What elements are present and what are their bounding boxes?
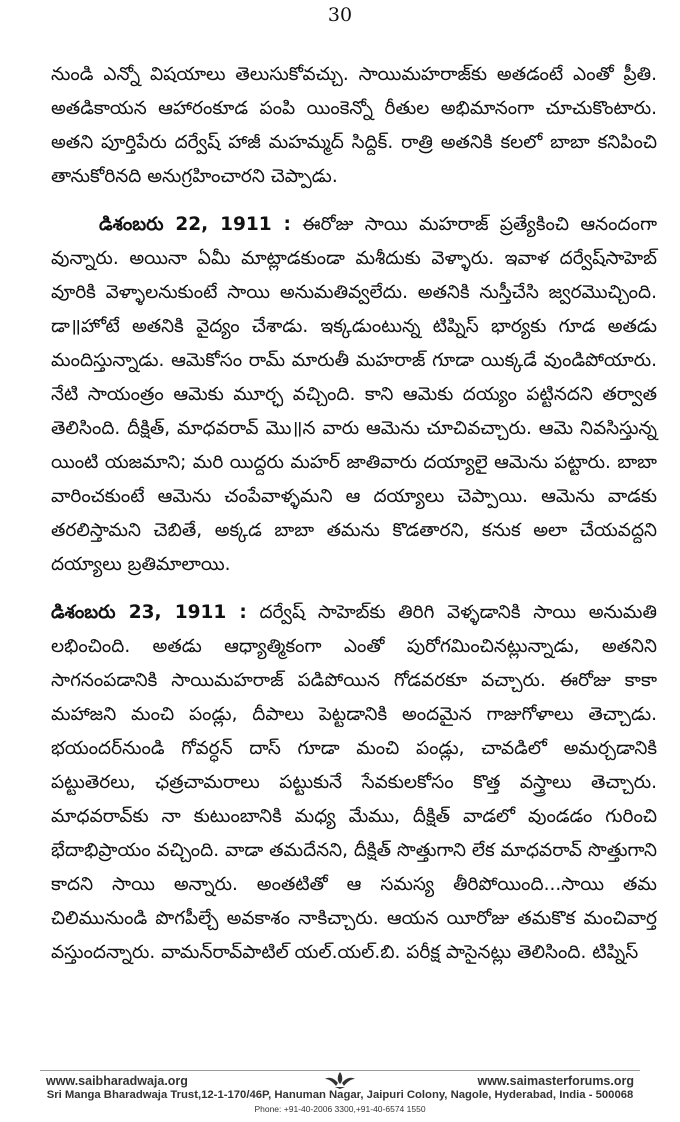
paragraph-text: దర్వేష్ సాహెబ్‌కు తిరిగి వెళ్ళడానికి సాయి అనుమతి లభించింది. అతడు ఆధ్యాత్మికంగా ఎంతో పురోగమించినట్లున్నాడు, అతనిని సాగనంపడానికి సాయిమహరాజ్ పడిపోయిన గోడవరకూ వచ్చారు. ఈరోజు కాకా మహాజని మంచి పండ్లు, దీపాలు పెట్టడానికి అందమైన గాజుగోళాలు తెచ్చాడు. భయందర్‌నుండి గోవర్ధన్ దాస్ గూడా మంచి పండ్లు, చావడిలో అమర్చడానికి పట్టుతెరలు, ఛత్రచామరాలు పట్టుకునే సేవకులకోసం కొత్త వస్త్రాలు తెచ్చారు. మాధవరావ్‌కు నా కుటుంబానికి మధ్య మేము, దీక్షిత్ వాడలో వుండడం గురించి భేదాభిప్రాయం వచ్చింది. వాడా తమదేనని, దీక్షిత్ సొత్తుగాని లేక మాధవరావ్ సొత్తుగాని కాదని సాయి అన్నారు. అంతటితో ఆ సమస్య తీరిపోయింది...సాయి తమ చిలిమునుండి పొగపీల్చే అవకాశం నాకిచ్చారు. ఆయన యీరోజు తమకొక మంచివార్త వస్తుందన్నారు. వామన్‌రావ్‌పాటిల్ యల్.యల్.బి. పరీక్ష పాసైనట్లు తెలిసింది. టిప్నిస్ [51,602,657,963]
paragraph-1 [51,58,657,194]
paragraph-text: నుండి ఎన్నో విషయాలు తెలుసుకోవచ్చు. సాయిమహరాజ్‌కు అతడంటే ఎంతో ప్రీతి. అతడికాయన ఆహారంకూడ పంపి యింకెన్నో రీతుల అభిమానంగా చూచుకొంటారు. అతని పూర్తిపేరు దర్వేష్ హాజీ మహమ్మద్ సిద్దిక్. రాత్రి అతనికి కలలో బాబా కనిపించి తానుకోరినది అనుగ్రహించారని చెప్పాడు. [51,64,657,187]
paragraph-3 [51,596,657,970]
website-link-right[interactable]: www.saimasterforums.org [477,1074,634,1088]
date-heading: డిశంబరు 22, 1911 : [99,214,291,235]
lotus-ornament-icon [324,1070,356,1090]
page-footer [0,1070,680,1122]
trust-address: Sri Manga Bharadwaja Trust,12-1-170/46P, Hanuman Nagar, Jaipuri Colony, Nagole, Hyderabad, India - 500068 [46,1089,634,1101]
date-heading: డిశంబరు 23, 1911 : [51,602,247,623]
paragraph-2 [51,208,657,582]
paragraph-text: ఈరోజు సాయి మహరాజ్ ప్రత్యేకించి ఆనందంగా వున్నారు. అయినా ఏమీ మాట్లాడకుండా మశీదుకు వెళ్ళారు. ఇవాళ దర్వేష్‌సాహెబ్ వూరికి వెళ్ళాలనుకుంటే సాయి అనుమతివ్వలేదు. అతనికి నుస్తీచేసి జ్వరమొచ్చింది. డా॥హోటే అతనికి వైద్యం చేశాడు. ఇక్కడుంటున్న టిప్నిస్ భార్యకు గూడ అతడు మందిస్తున్నాడు. ఆమెకోసం రామ్ మారుతీ మహరాజ్ గూడా యిక్కడే వుండిపోయారు. నేటి సాయంత్రం ఆమెకు మూర్ఛ వచ్చింది. కాని ఆమెకు దయ్యం పట్టినదని తర్వాత తెలిసింది. దీక్షిత్, మాధవరావ్ మొ॥న వారు ఆమెను చూచివచ్చారు. ఆమె నివసిస్తున్న యింటి యజమాని; మరి యిద్దరు మహర్ జాతివారు దయ్యాలై ఆమెను పట్టారు. బాబా వారించకుంటే ఆమెను చంపేవాళ్ళమని ఆ దయ్యాలు చెప్పాయి. ఆమెను వాడకు తరలిస్తామని చెబితే, అక్కడ బాబా తమను కొడతారని, కనుక అలా చేయవద్దని దయ్యాలు బ్రతిమాలాయి. [51,214,657,575]
phone-numbers: Phone: +91-40-2006 3300,+91-40-6574 1550 [254,1104,426,1114]
page-number: 30 [327,4,353,26]
website-link-left[interactable]: www.saibharadwaja.org [46,1074,188,1088]
body-text [51,58,657,970]
